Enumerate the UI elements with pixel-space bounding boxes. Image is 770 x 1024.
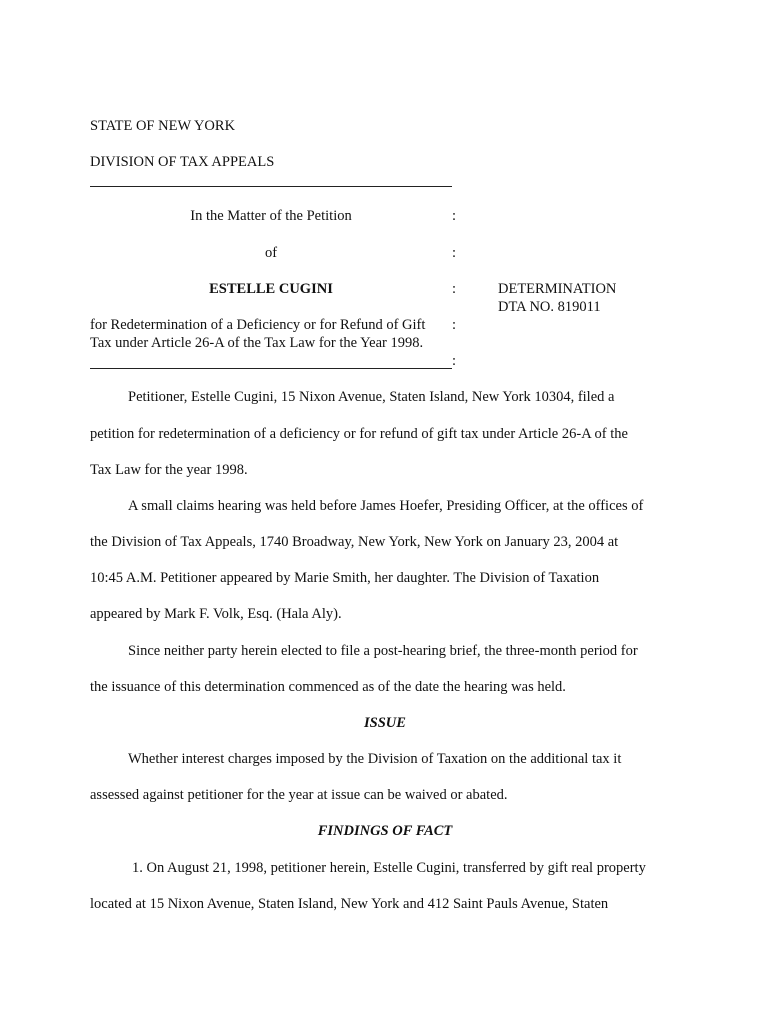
issue-heading: ISSUE: [364, 715, 406, 731]
division-heading: DIVISION OF TAX APPEALS: [90, 154, 275, 170]
paragraph-line: appeared by Mark F. Volk, Esq. (Hala Aly).: [90, 606, 342, 622]
findings-of-fact-heading: FINDINGS OF FACT: [317, 823, 453, 839]
paragraph-line: petition for redetermination of a deficiency or for refund of gift tax under Article 26-A of the: [90, 426, 628, 442]
paragraph-line: Petitioner, Estelle Cugini, 15 Nixon Avenue, Staten Island, New York 10304, filed a: [128, 389, 615, 405]
paragraph-line: Since neither party herein elected to file a post-hearing brief, the three-month period for: [128, 643, 638, 659]
paragraph-line: assessed against petitioner for the year at issue can be waived or abated.: [90, 787, 508, 803]
caption-colon: :: [452, 245, 457, 261]
caption-purpose-line-2: Tax under Article 26-A of the Tax Law for the Year 1998.: [90, 335, 424, 351]
paragraph-line: Tax Law for the year 1998.: [90, 462, 248, 478]
header-divider: [90, 186, 452, 187]
paragraph-line: Whether interest charges imposed by the Division of Taxation on the additional tax it: [128, 751, 622, 767]
caption-petitioner-name: ESTELLE CUGINI: [209, 281, 333, 297]
caption-colon: :: [452, 208, 457, 224]
caption-colon: :: [452, 281, 457, 297]
caption-of: of: [264, 245, 278, 261]
paragraph-line: the issuance of this determination commenced as of the date the hearing was held.: [90, 679, 566, 695]
paragraph-line: 1. On August 21, 1998, petitioner herein, Estelle Cugini, transferred by gift real property: [132, 860, 646, 876]
paragraph-line: 10:45 A.M. Petitioner appeared by Marie Smith, her daughter. The Division of Taxation: [90, 570, 600, 586]
paragraph-line: located at 15 Nixon Avenue, Staten Island, New York and 412 Saint Pauls Avenue, Staten: [90, 896, 609, 912]
caption-matter: In the Matter of the Petition: [190, 208, 352, 224]
dta-number: DTA NO. 819011: [498, 299, 601, 315]
caption-colon: :: [452, 317, 457, 333]
determination-label: DETERMINATION: [498, 281, 617, 297]
paragraph-line: the Division of Tax Appeals, 1740 Broadway, New York, New York on January 23, 2004 at: [90, 534, 619, 550]
state-heading: STATE OF NEW YORK: [90, 118, 236, 134]
paragraph-line: A small claims hearing was held before James Hoefer, Presiding Officer, at the offices of: [128, 498, 644, 514]
caption-colon: :: [452, 353, 457, 369]
caption-purpose-line-1: for Redetermination of a Deficiency or for Refund of Gift: [90, 317, 426, 333]
caption-divider: [90, 368, 452, 369]
